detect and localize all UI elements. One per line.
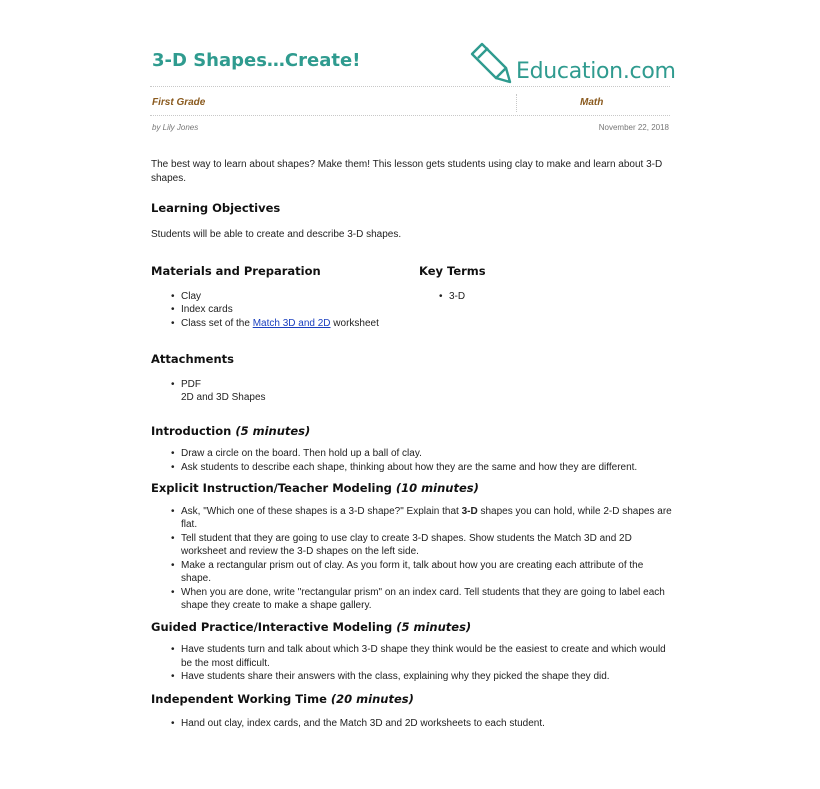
section-duration: (10 minutes)	[395, 481, 479, 495]
explicit-instruction-heading	[151, 482, 673, 496]
learning-objectives-text: Students will be able to create and describe 3-D shapes.	[151, 228, 402, 240]
list-item: • Hand out clay, index cards, and the Match 3D and 2D worksheets to each student.	[151, 717, 673, 731]
explicit-instruction-list	[151, 505, 673, 613]
list-item: • Have students turn and talk about which 3-D shape they think would be the easiest to create and which would be the most difficult.	[151, 643, 673, 670]
list-item: • 3-D	[419, 290, 673, 304]
independent-working-heading	[151, 693, 673, 707]
attachments-list	[151, 378, 673, 392]
item-bold-term: 3-D	[461, 505, 478, 517]
match-3d-2d-link[interactable]: Match 3D and 2D	[252, 317, 331, 329]
list-item: • Ask students to describe each shape, thinking about how they are the same and how they are different.	[151, 461, 673, 475]
list-item: • When you are done, write "rectangular prism" on an index card. Tell students that they are going to label each shape they create to make a shape gallery.	[151, 586, 673, 613]
materials-item-prefix: Class set of the	[181, 317, 253, 329]
learning-objectives-heading: Learning Objectives	[151, 201, 281, 215]
publish-date: November 22, 2018	[598, 123, 669, 132]
section-duration: (5 minutes)	[396, 619, 472, 634]
independent-working-list	[151, 717, 673, 731]
section-duration: (20 minutes)	[330, 691, 414, 706]
education-com-logo[interactable]	[468, 42, 676, 86]
section-title: Guided Practice/Interactive Modeling	[151, 619, 393, 634]
materials-item-suffix: worksheet	[330, 317, 379, 329]
list-item: • Draw a circle on the board. Then hold up a ball of clay.	[151, 447, 673, 461]
page-title: 3-D Shapes…Create!	[152, 50, 361, 71]
lesson-content	[151, 158, 673, 731]
list-item	[151, 505, 673, 532]
logo-text: Education.com	[516, 59, 676, 84]
introduction-list	[151, 447, 673, 474]
guided-practice-heading	[151, 621, 673, 635]
author-byline: by Lily Jones	[152, 123, 199, 132]
materials-heading: Materials and Preparation	[151, 264, 321, 278]
item-text: Ask, "Which one of these shapes is a 3-D shape?" Explain that	[181, 505, 462, 517]
attachment-file-link[interactable]: 2D and 3D Shapes	[181, 392, 266, 403]
materials-list	[151, 290, 419, 331]
key-terms-section	[419, 265, 673, 330]
key-terms-heading: Key Terms	[419, 264, 486, 278]
intro-paragraph: The best way to learn about shapes? Make them! This lesson gets students using clay to make and learn about 3-D shapes.	[151, 159, 663, 184]
list-item: • Clay	[151, 290, 419, 304]
subject-label: Math	[580, 97, 604, 108]
section-duration: (5 minutes)	[235, 423, 311, 438]
list-item: • Index cards	[151, 303, 419, 317]
guided-practice-list	[151, 643, 673, 684]
key-terms-list	[419, 290, 673, 304]
list-item: • Make a rectangular prism out of clay. As you form it, talk about how you are creating each attribute of the shape.	[151, 559, 673, 586]
pencil-icon	[468, 42, 514, 86]
meta-separator	[516, 94, 517, 112]
list-item: • Tell student that they are going to use clay to create 3-D shapes. Show students the Match 3D and 2D worksheet and review the 3-D shapes on the left side.	[151, 532, 673, 559]
meta-divider	[150, 115, 670, 116]
item-text: shapes you can hold, while 2-D shapes are flat.	[181, 505, 672, 530]
attachment-type: • PDF	[151, 378, 673, 392]
section-title: Explicit Instruction/Teacher Modeling	[151, 481, 392, 495]
list-item: • Have students share their answers with the class, explaining why they picked the shape they did.	[151, 670, 673, 684]
attachments-heading: Attachments	[151, 352, 234, 366]
materials-keyterms-row	[151, 265, 673, 330]
introduction-heading	[151, 425, 673, 439]
list-item	[151, 317, 419, 331]
section-title: Independent Working Time	[151, 691, 327, 706]
section-title: Introduction	[151, 423, 232, 438]
grade-label: First Grade	[152, 97, 206, 108]
header-divider	[150, 86, 670, 87]
materials-section	[151, 265, 419, 330]
